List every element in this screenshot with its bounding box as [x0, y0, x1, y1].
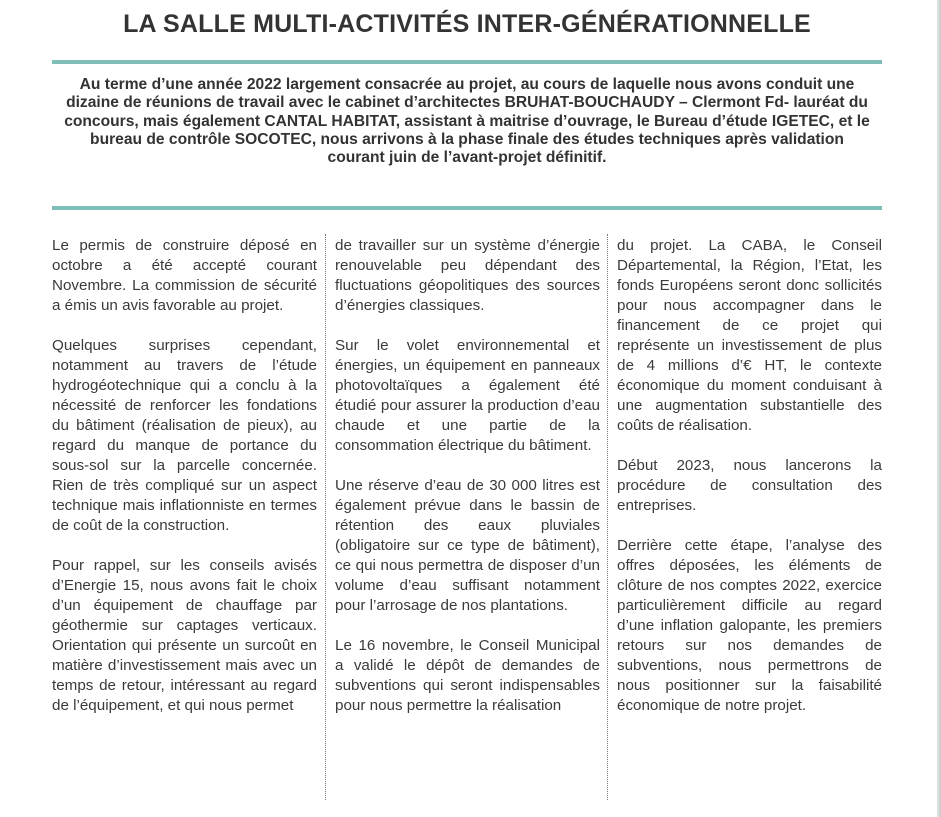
article-column-2	[335, 236, 600, 736]
intro-paragraph: Au terme d’une année 2022 largement consacrée au projet, au cours de laquelle nous avons conduit une dizaine de réunions de travail avec le cabinet d’architectes BRUHAT-BOUCHAUDY – Clermont Fd- lauréat du concours, mais également CANTAL HABITAT, assistant à maitrise d’ouvrage, le Bureau d’étude IGETEC, et le bureau de contrôle SOCOTEC, nous arrivons à la phase finale des études techniques après validation courant juin de l’avant-projet définitif.	[64, 76, 870, 167]
column-1-paragraph-2: Quelques surprises cependant, notamment au travers de l’étude hydrogéotechnique qui a conclu à la nécessité de renforcer les fondations du bâtiment (réalisation de pieux), au regard du manque de portance du sous-sol sur la parcelle concernée. Rien de très compliqué sur un aspect technique mais inflationniste en termes de coût de la construction.	[52, 337, 317, 534]
column-separator-2	[607, 234, 608, 800]
column-3-paragraph-3: Derrière cette étape, l’analyse des offres déposées, les éléments de clôture de nos comptes 2022, exercice particulièrement difficile au regard d’une inflation galopante, les premiers retours sur nos demandes de subventions, nous permettrons de nous positionner sur la faisabilité économique de notre projet.	[617, 537, 882, 714]
column-2-paragraph-1: de travailler sur un système d’énergie renouvelable peu dépendant des fluctuations géopolitiques des sources d’énergies classiques.	[335, 237, 600, 314]
column-2-paragraph-2: Sur le volet environnemental et énergies, un équipement en panneaux photovoltaïques a également été étudié pour assurer la production d’eau chaude et une partie de la consommation électrique du bâtiment.	[335, 337, 600, 454]
column-separator-1	[325, 234, 326, 800]
page-title: LA SALLE MULTI-ACTIVITÉS INTER-GÉNÉRATIONNELLE	[123, 10, 811, 38]
page-edge-shadow	[937, 0, 941, 817]
column-1-paragraph-3: Pour rappel, sur les conseils avisés d’Energie 15, nous avons fait le choix d’un équipement de chauffage par géothermie sur captages verticaux. Orientation qui présente un surcoût en matière d’investissement mais avec un temps de retour, intéressant au regard de l’équipement, et qui nous permet	[52, 557, 317, 714]
top-divider	[52, 60, 882, 64]
column-2-paragraph-3: Une réserve d’eau de 30 000 litres est également prévue dans le bassin de rétention des eaux pluviales (obligatoire sur ce type de bâtiment), ce qui nous permettra de disposer d’un volume d’eau suffisant notamment pour l’arrosage de nos plantations.	[335, 477, 600, 614]
column-2-paragraph-4: Le 16 novembre, le Conseil Municipal a validé le dépôt de demandes de subventions qui seront indispensables pour nous permettre la réalisation	[335, 637, 600, 714]
article-column-1	[52, 236, 317, 736]
column-3-paragraph-1: du projet. La CABA, le Conseil Départemental, la Région, l’Etat, les fonds Européens seront donc sollicités pour nous accompagner dans le financement de ce projet qui représente un investissement de plus de 4 millions d’€ HT, le contexte économique du moment conduisant à une augmentation substantielle des coûts de réalisation.	[617, 237, 882, 434]
column-1-paragraph-1: Le permis de construire déposé en octobre a été accepté courant Novembre. La commission de sécurité a émis un avis favorable au projet.	[52, 237, 317, 314]
bottom-divider	[52, 206, 882, 210]
column-3-paragraph-2: Début 2023, nous lancerons la procédure de consultation des entreprises.	[617, 457, 882, 514]
article-column-3	[617, 236, 882, 736]
